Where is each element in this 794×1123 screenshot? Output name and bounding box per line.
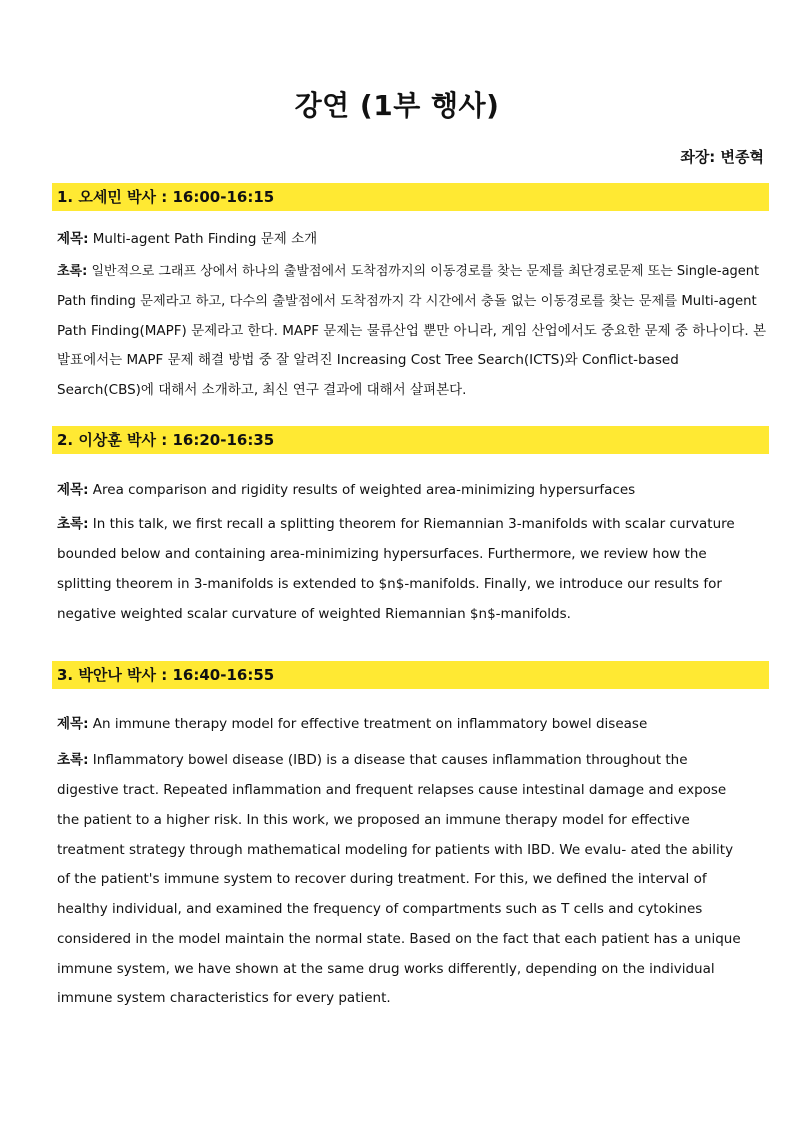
talk-2-abstract-text: In this talk, we first recall a splitting theorem for Riemannian 3-manifolds with scalar curvature — [92, 516, 735, 532]
talk-1-abstract-line: Path finding 문제라고 하고, 다수의 출발점에서 도착점까지 각 시간에서 충돌 없는 이동경로를 찾는 문제를 Multi-agent — [57, 294, 757, 309]
talk-3-abstract-line: digestive tract. Repeated inflammation and frequent relapses cause intestinal damage and expose — [57, 782, 727, 798]
talk-1-abstract-line: Path Finding(MAPF) 문제라고 한다. MAPF 문제는 물류산업 뿐만 아니라, 게임 산업에서도 중요한 문제 중 하나이다. 본 — [57, 323, 767, 339]
talk-3-abstract-text: Inflammatory bowel disease (IBD) is a disease that causes inflammation throughout the — [92, 752, 688, 768]
talk-2-abstract-line: bounded below and containing area-minimizing hypersurfaces. Furthermore, we review how the — [57, 546, 707, 562]
talk-2-title-text: Area comparison and rigidity results of weighted area-minimizing hypersurfaces — [92, 482, 636, 498]
talk-3-abstract-label: 초록: — [57, 752, 89, 768]
talk-1-title-text: Multi-agent Path Finding 문제 소개 — [92, 231, 318, 247]
talk-3-heading: 3. 박안나 박사 : 16:40-16:55 — [52, 661, 769, 689]
talk-3-title-label: 제목: — [57, 716, 89, 732]
page-title: 강연 (1부 행사) — [294, 89, 500, 122]
talk-2-abstract-line: splitting theorem in 3-manifolds is extended to $n$-manifolds. Finally, we introduce our results for — [57, 576, 722, 592]
talk-3-abstract-line: healthy individual, and examined the frequency of compartments such as T cells and cytokines — [57, 901, 703, 917]
talk-2-abstract-label: 초록: — [57, 516, 89, 532]
talk-3-abstract-line: immune system characteristics for every patient. — [57, 990, 391, 1006]
talk-3-abstract-line: immune system, we have shown at the same drug works differently, depending on the individual — [57, 961, 715, 977]
talk-2-abstract-line — [57, 509, 769, 539]
talk-1-title — [57, 224, 769, 254]
talk-1-abstract-text: 일반적으로 그래프 상에서 하나의 출발점에서 도착점까지의 이동경로를 찾는 문제를 최단경로문제 또는 Single-agent — [91, 264, 760, 279]
talk-2-abstract-line: negative weighted scalar curvature of weighted Riemannian $n$-manifolds. — [57, 606, 571, 622]
talk-1-abstract-line — [57, 257, 769, 287]
talk-3-abstract-line: considered in the model maintain the normal state. Based on the fact that each patient has a unique — [57, 931, 741, 947]
talk-1-abstract-line: 발표에서는 MAPF 문제 해결 방법 중 잘 알려진 Increasing Cost Tree Search(ICTS)와 Conflict-based — [57, 352, 679, 368]
talk-2-title-label: 제목: — [57, 482, 89, 498]
talk-1-abstract-line: Search(CBS)에 대해서 소개하고, 최신 연구 결과에 대해서 살펴본다. — [57, 382, 467, 398]
talk-1-abstract-label: 초록: — [57, 264, 88, 279]
session-chair: 좌장: 변종혁 — [680, 148, 764, 166]
talk-3-abstract-line: of the patient's immune system to recover during treatment. For this, we defined the interval of — [57, 871, 707, 887]
talk-2-heading: 2. 이상훈 박사 : 16:20-16:35 — [52, 426, 769, 454]
talk-1-heading: 1. 오세민 박사 : 16:00-16:15 — [52, 183, 769, 211]
talk-3-abstract-line: treatment strategy through mathematical modeling for patients with IBD. We evalu- ated the ability — [57, 842, 734, 858]
talk-3-abstract-line — [57, 745, 769, 775]
talk-1-title-label: 제목: — [57, 231, 89, 247]
talk-3-abstract-line: the patient to a higher risk. In this work, we proposed an immune therapy model for effective — [57, 812, 690, 828]
talk-3-title-text: An immune therapy model for effective treatment on inflammatory bowel disease — [92, 716, 648, 732]
talk-3-title — [57, 709, 769, 739]
talk-2-title — [57, 475, 769, 505]
